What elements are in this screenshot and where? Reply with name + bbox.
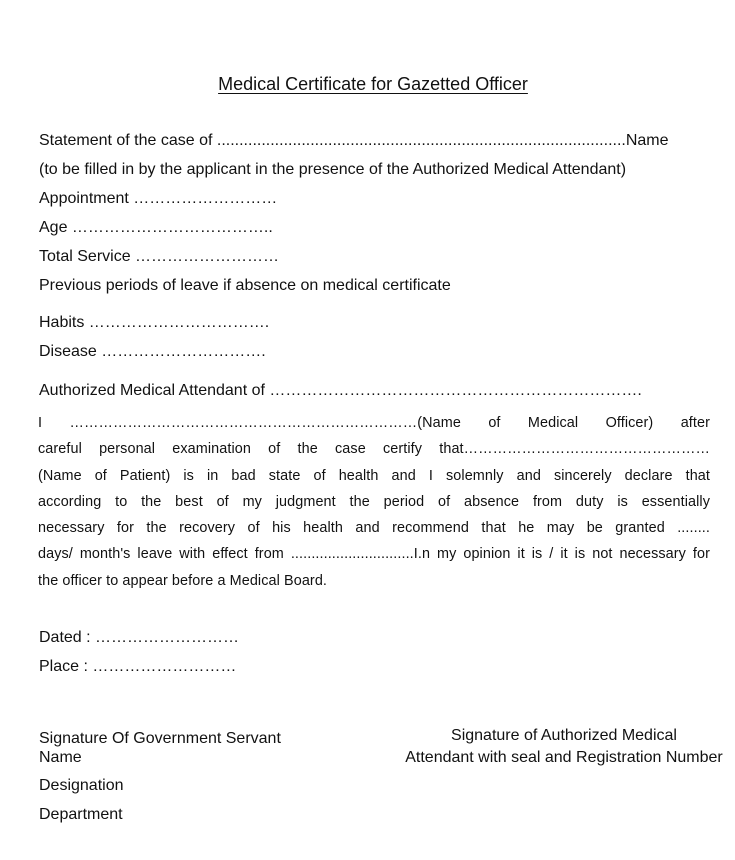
name-label: Name [39, 749, 82, 766]
certificate-paragraph [38, 410, 710, 594]
signature-label: Signature Of Government Servant [39, 730, 281, 747]
certificate-line: careful personal examination of the case certify that…………………………………………… [38, 441, 710, 458]
designation-label: Designation [39, 777, 124, 794]
statement-line: Statement of the case of ............................................................................................Name [39, 132, 669, 149]
habits-field: Habits ……………………………. [39, 314, 270, 331]
previous-leave-line: Previous periods of leave if absence on medical certificate [39, 277, 451, 294]
certificate-line: days/ month's leave with effect from ..............................I.n my opinion it is / it is not necessary for [38, 546, 710, 563]
certificate-line: (Name of Patient) is in bad state of health and I solemnly and sincerely declare that [38, 467, 710, 484]
dated-field: Dated : ……………………… [39, 629, 240, 646]
certificate-line: I ………………………………………………………………(Name of Medical Officer) after [38, 415, 710, 431]
total-service-field: Total Service ……………………… [39, 248, 280, 265]
certificate-line: necessary for the recovery of his health and recommend that he may be granted ........ [38, 520, 710, 537]
attendant-signature-label: Signature of Authorized Medical [451, 727, 677, 744]
attendant-seal-label: Attendant with seal and Registration Number [405, 749, 723, 766]
appointment-field: Appointment ……………………… [39, 190, 278, 207]
medical-attendant-signature [398, 725, 730, 769]
page-title: Medical Certificate for Gazetted Officer [218, 74, 528, 94]
government-servant-signature [39, 729, 281, 767]
authorized-attendant-field: Authorized Medical Attendant of ……………………………………………………………. [39, 382, 642, 399]
place-field: Place : ……………………… [39, 658, 237, 675]
age-field: Age ……………………………….. [39, 219, 273, 236]
department-label: Department [39, 806, 123, 823]
certificate-line: according to the best of my judgment the period of absence from duty is essentially [38, 493, 710, 510]
certificate-line: the officer to appear before a Medical Board. [38, 572, 328, 589]
statement-note: (to be filled in by the applicant in the presence of the Authorized Medical Attendant) [39, 161, 627, 178]
disease-field: Disease …………………………. [39, 343, 266, 360]
